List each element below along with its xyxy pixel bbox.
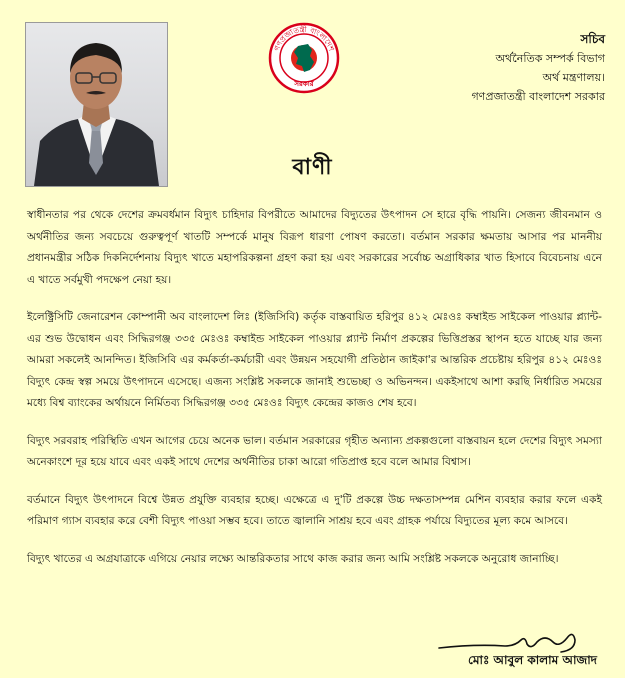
emblem-bottom-text: সরকার	[294, 80, 314, 88]
emblem-ring-text: গণপ্রজাতন্ত্রী বাংলাদেশ	[272, 24, 336, 53]
government-emblem	[268, 22, 340, 94]
ministry-name: অর্থ মন্ত্রণালয়।	[542, 71, 605, 84]
government-name: গণপ্রজাতন্ত্রী বাংলাদেশ সরকার	[471, 90, 605, 103]
signer-name: মোঃ আবুল কালাম আজাদ	[467, 653, 597, 667]
paragraph-4: বর্তমানে বিদ্যুৎ উৎপাদনে বিশ্বে উন্নত প্রযুক্তি ব্যবহার হচ্ছে। এক্ষেত্রে এ দু'টি প্রকল্পে উচ্চ দক্ষতাসম্পন্ন মেশিন ব্যবহার করার ফলে একই পরিমাণ গ্যাস ব্যবহার করে বেশী বিদ্যুৎ পাওয়া সম্ভব হবে। তাতে জ্বালানি সাশ্রয় হবে এবং গ্রাহক পর্যায়ে বিদ্যুতের মূল্য কমে আসবে।	[27, 493, 602, 527]
paragraph-5: বিদ্যুৎ খাতের এ অগ্রযাত্রাকে এগিয়ে নেয়ার লক্ষ্যে আন্তরিকতার সাথে কাজ করার জন্য আমি সংশ্লিষ্ট সকলকে অনুরোধ জানাচ্ছি।	[27, 552, 559, 565]
designation-title: সচিব	[580, 32, 605, 46]
message-heading: বাণী	[292, 155, 333, 180]
paragraph-1: স্বাধীনতার পর থেকে দেশের ক্রমবর্ধমান বিদ্যুৎ চাহিদার বিপরীতে আমাদের বিদ্যুতের উৎপাদন সে হারে বৃদ্ধি পায়নি। সেজন্য জীবনমান ও অর্থনীতির জন্য সবচেয়ে গুরুত্বপূর্ণ খাতটি সম্পর্কে মানুষ বিরূপ ধারণা পোষণ করতো। বর্তমান সরকার ক্ষমতায় আসার পর মাননীয় প্রধানমন্ত্রীর সঠিক দিকনির্দেশনায় বিদ্যুৎ খাতে মহাপরিকল্পনা গ্রহণ করা হয় এবং সরকারের সর্বোচ্চ অগ্রাধিকার খাত হিসাবে বিবেচনায় এনে এ খাতে সর্বমুখী পদক্ষেপ নেয়া হয়।	[27, 209, 602, 286]
office-header	[365, 30, 605, 106]
message-body	[27, 205, 602, 586]
paragraph-3: বিদ্যুৎ সরবরাহ পরিস্থিতি এখন আগের চেয়ে অনেক ভাল। বর্তমান সরকারের গৃহীত অন্যান্য প্রকল্পগুলো বাস্তবায়ন হলে দেশের বিদ্যুৎ সমস্যা অনেকাংশে দূর হয়ে যাবে এবং একই সাথে দেশের অর্থনীতির চাকা আরো গতিপ্রাপ্ত হবে বলে আমার বিশ্বাস।	[27, 434, 602, 468]
paragraph-2: ইলেক্ট্রিসিটি জেনারেশন কোম্পানী অব বাংলাদেশ লিঃ (ইজিসিবি) কর্তৃক বাস্তবায়িত হরিপুর ৪১২ মেঃওঃ কম্বাইন্ড সাইকেল পাওয়ার প্ল্যান্ট-এর শুভ উদ্বোধন এবং সিদ্ধিরগঞ্জ ৩৩৫ মেঃওঃ কম্বাইন্ড সাইকেল পাওয়ার প্ল্যান্ট নির্মাণ প্রকল্পের ভিত্তিপ্রস্তর স্থাপন হতে যাচ্ছে যার জন্য আমরা সকলেই আনন্দিত। ইজিসিবি এর কর্মকর্তা-কর্মচারী এবং উন্নয়ন সহযোগী প্রতিষ্ঠান জাইকা'র আন্তরিক প্রচেষ্টায় হরিপুর ৪১২ মেঃওঃ বিদ্যুৎ কেন্দ্র স্বল্প সময়ে উৎপাদনে এসেছে। এজন্য সংশ্লিষ্ট সকলকে জানাই শুভেচ্ছা ও অভিনন্দন। একইসাথে আশা করছি নির্ধারিত সময়ের মধ্যে বিশ্ব ব্যাংকের অর্থায়নে নির্মিতব্য সিদ্ধিরগঞ্জ ৩৩৫ মেঃওঃ বিদ্যুৎ কেন্দ্রের কাজও শেষ হবে।	[27, 311, 602, 409]
department-name: অর্থনৈতিক সম্পর্ক বিভাগ	[495, 52, 605, 65]
